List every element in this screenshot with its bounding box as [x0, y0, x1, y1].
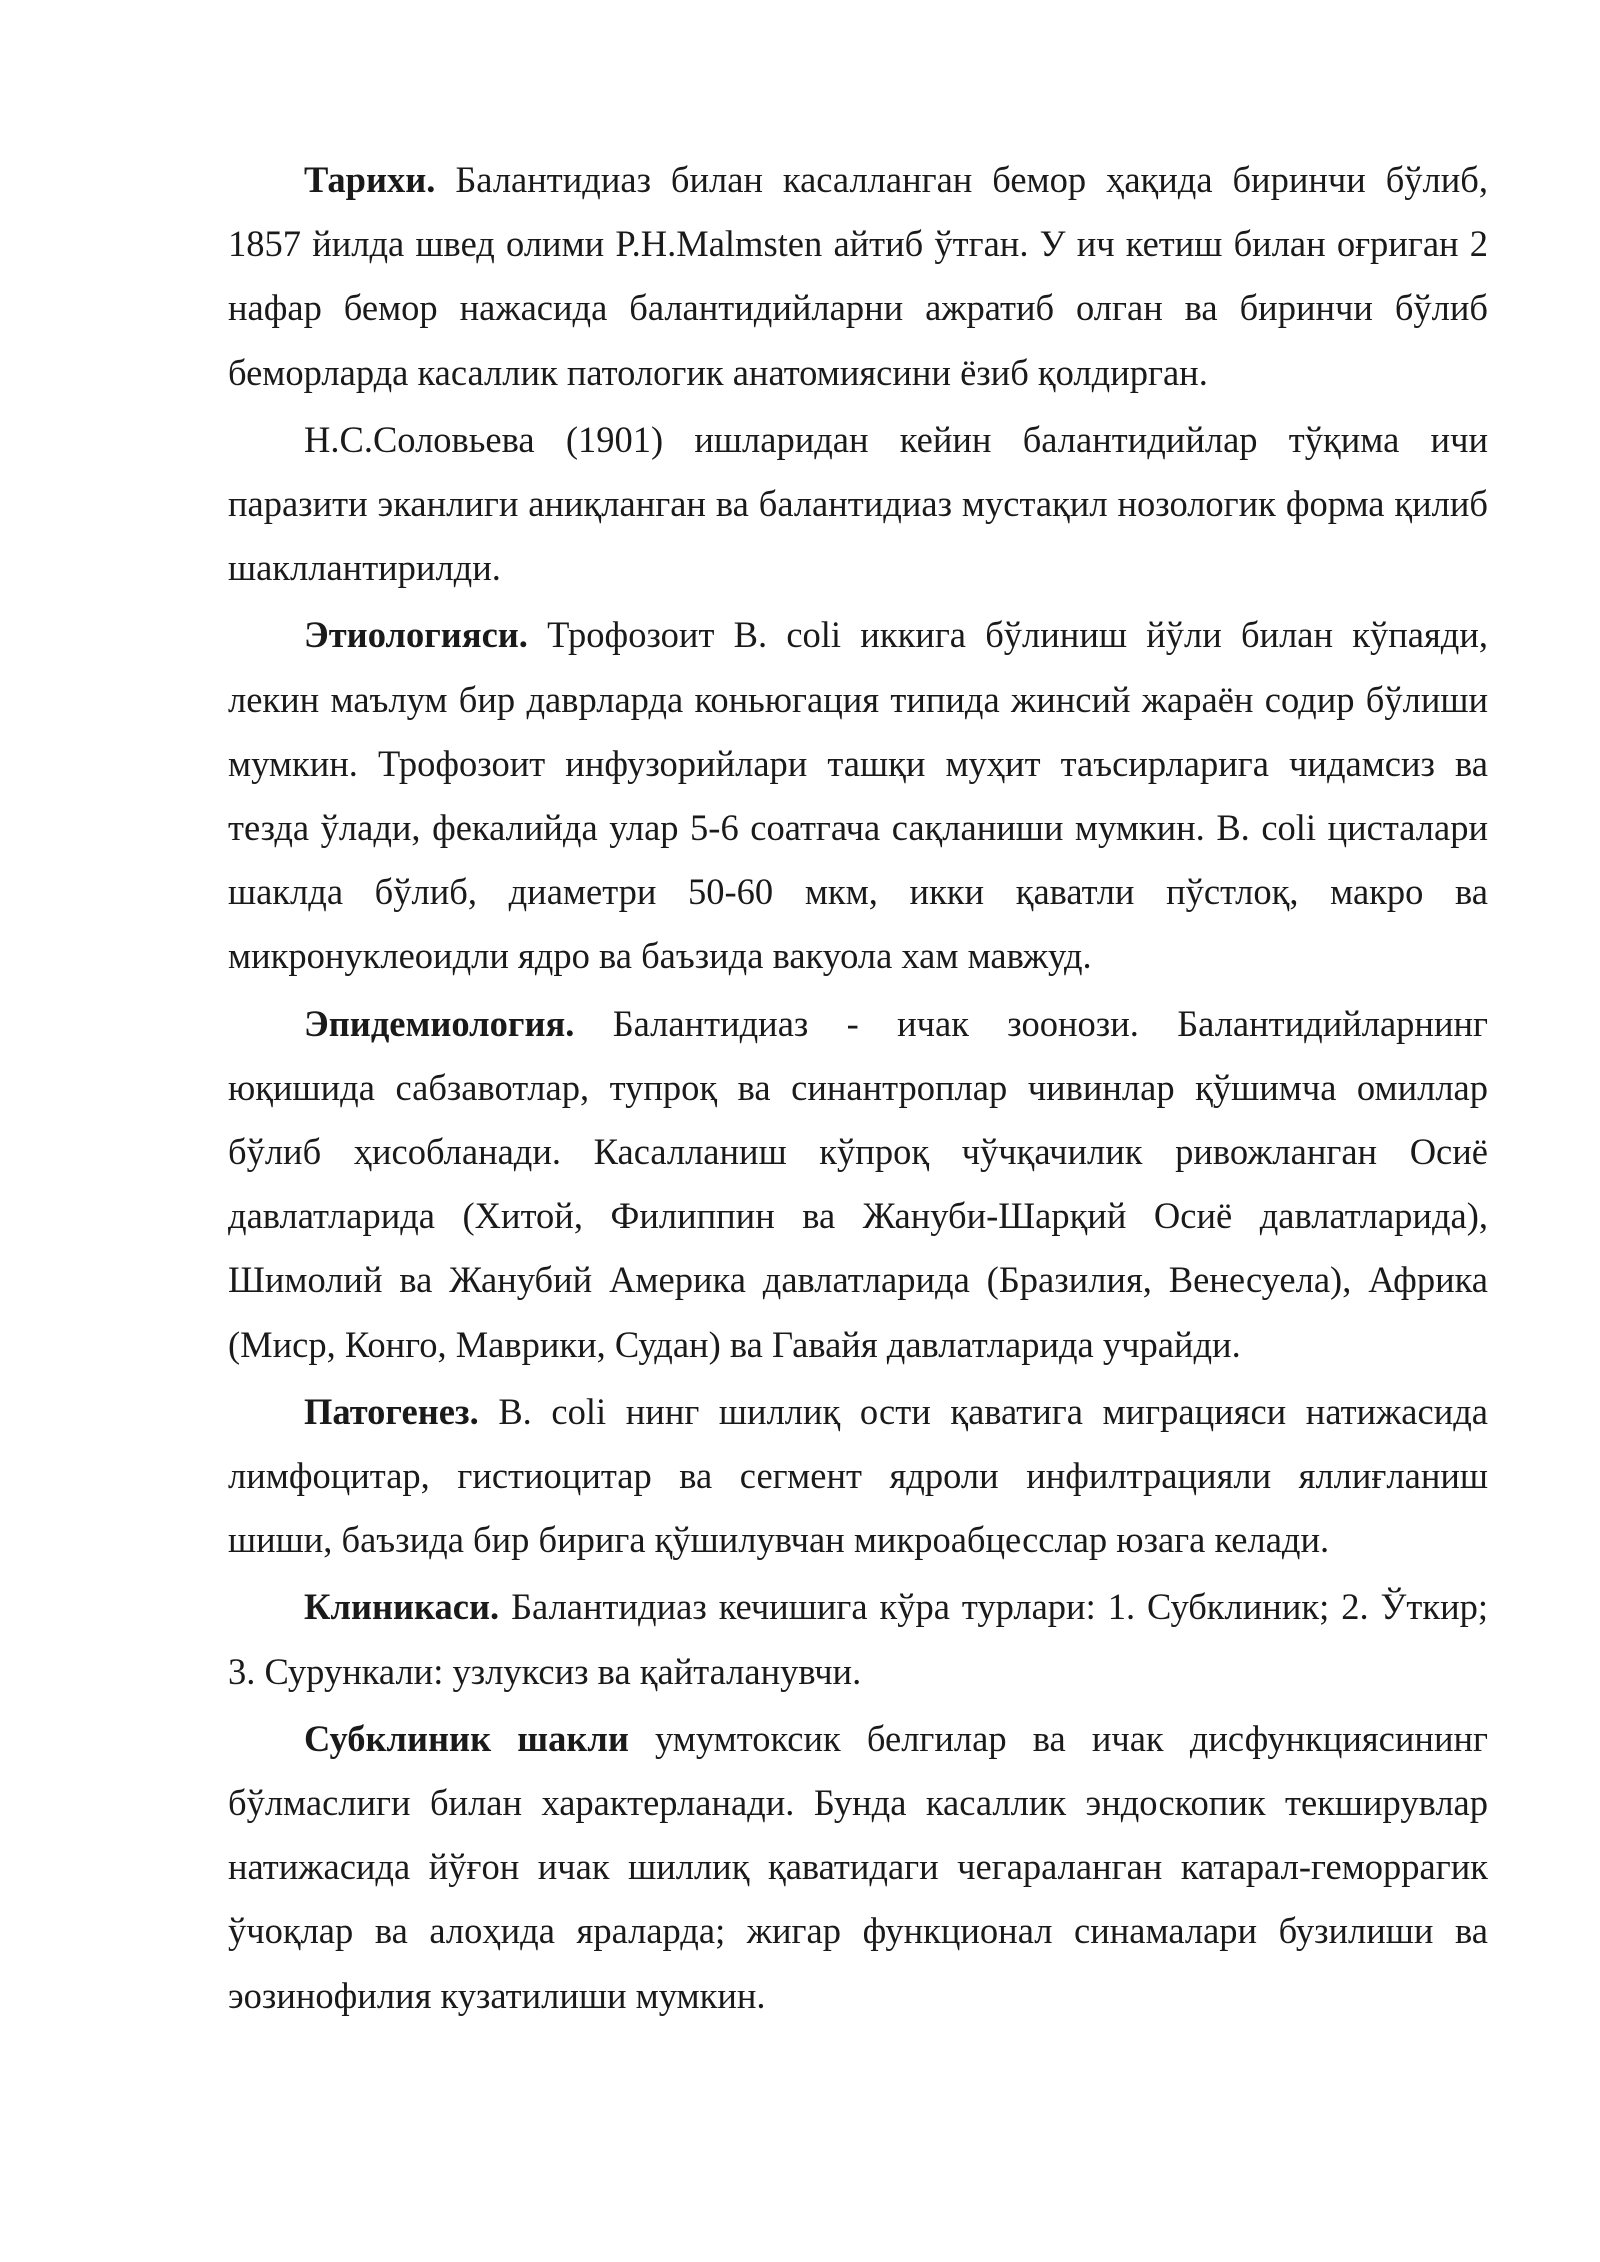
paragraph-text: Трофозоит B. coli иккига бўлиниш йўли билан кўпаяди, лекин маълум бир даврларда коньюгация типида жинсий жараён содир бўлиши мумкин. Трофозоит инфузорийлари ташқи муҳит таъсирларига чидамсиз ва тезда ўлади, фекалийда улар 5-6 соатгача сақланиши мумкин. B. coli цисталари шаклда бўлиб, диаметри 50-60 мкм, икки қаватли пўстлоқ, макро ва микронуклеоидли ядро ва баъзида вакуола хам мавжуд. [228, 614, 1488, 977]
paragraph-text: Балантидиаз кечишига кўра турлари: 1. Субклиник; 2. Ўткир; 3. Сурункали: узлуксиз ва қайталанувчи. [228, 1586, 1488, 1692]
heading-subclinical: Субклиник шакли [304, 1717, 629, 1759]
heading-epidemiology: Эпидемиология. [304, 1002, 575, 1044]
paragraph-text: Балантидиаз билан касалланган бемор ҳақида биринчи бўлиб, 1857 йилда швед олими P.H.Malmsten айтиб ўтган. У ич кетиш билан оғриган 2 нафар бемор нажасида балантидийларни ажратиб олган ва биринчи бўлиб беморларда касаллик патологик анатомиясини ёзиб қолдирган. [228, 159, 1488, 393]
heading-history: Тарихи. [304, 159, 436, 200]
paragraph-text: B. coli нинг шиллиқ ости қаватига миграцияси натижасида лимфоцитар, гистиоцитар ва сегмент ядроли инфилтрацияли яллиғланиш шиши, баъзида бир бирига қўшилувчан микроабцесслар юзага келади. [228, 1390, 1488, 1561]
paragraph-text: Балантидиаз - ичак зоонози. Балантидийларнинг юқишида сабзавотлар, тупроқ ва синантроплар чивинлар қўшимча омиллар бўлиб ҳисобланади. Касалланиш кўпроқ чўчқачилик ривожланган Осиё давлатларида (Хитой, Филиппин ва Жануби-Шарқий Осиё давлатларида), Шимолий ва Жанубий Америка давлатларида (Бразилия, Венесуела), Африка (Миср, Конго, Маврики, Судан) ва Гавайя давлатларида учрайди. [228, 1002, 1488, 1365]
paragraph-text: умумтоксик белгилар ва ичак дисфункциясининг бўлмаслиги билан характерланади. Бунда касаллик эндоскопик текширувлар натижасида йўғон ичак шиллиқ қаватидаги чегараланган катарал-геморрагик ўчоқлар ва алоҳида яраларда; жигар функционал синамалари бузилиши ва эозинофилия кузатилиши мумкин. [228, 1717, 1488, 2016]
heading-pathogenesis: Патогенез. [304, 1390, 479, 1432]
paragraph-epidemiology [228, 992, 1488, 1377]
heading-clinical: Клиникаси. [304, 1586, 500, 1628]
paragraph-history [228, 148, 1488, 405]
paragraph-clinical [228, 1575, 1488, 1703]
heading-etiology: Этиологияси. [304, 614, 528, 656]
paragraph-solovieva [228, 408, 1488, 601]
paragraph-text: Н.С.Соловьева (1901) ишларидан кейин балантидийлар тўқима ичи паразити эканлиги аниқланган ва балантидиаз мустақил нозологик форма қилиб шакллантирилди. [228, 418, 1488, 589]
paragraph-pathogenesis [228, 1380, 1488, 1573]
paragraph-subclinical [228, 1707, 1488, 2028]
document-page [228, 148, 1488, 2031]
paragraph-etiology [228, 603, 1488, 988]
